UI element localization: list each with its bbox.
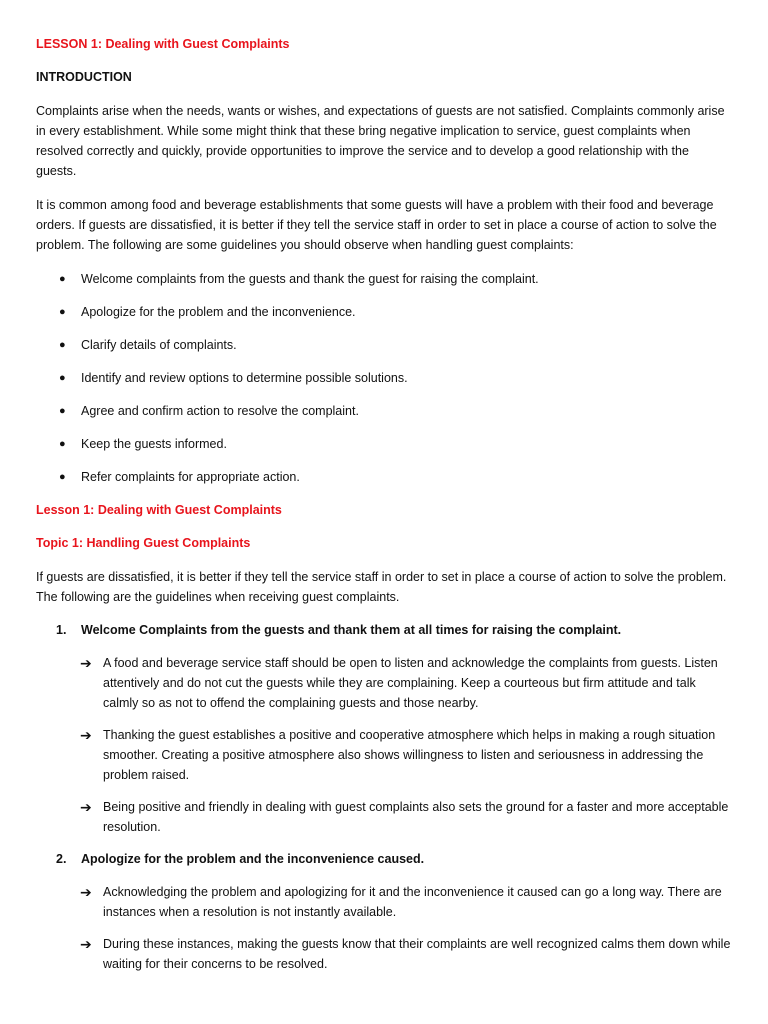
list-item: ● Agree and confirm action to resolve the complaint. xyxy=(36,401,732,421)
steps-list xyxy=(36,620,732,974)
list-item: ➔ During these instances, making the guests know that their complaints are well recognized calms them down while waiting for their concerns to be resolved. xyxy=(80,936,731,971)
lesson-heading: LESSON 1: Dealing with Guest Complaints xyxy=(36,37,290,51)
bullet-icon: ● xyxy=(59,471,66,483)
bullet-icon: ● xyxy=(59,438,66,450)
list-item: ● Clarify details of complaints. xyxy=(36,335,732,355)
bullet-icon: ● xyxy=(59,273,66,285)
topic-heading: Topic 1: Handling Guest Complaints xyxy=(36,536,251,550)
step-points xyxy=(36,653,732,837)
list-item: ➔ A food and beverage service staff should be open to listen and acknowledge the complaints from guests. Listen attentively and do not cut the guests while they are complaining. Keep a courteous but firm attitude and talk calmly so as not to offend the complaining guests and those nearby. xyxy=(80,655,718,710)
list-item: ➔ Being positive and friendly in dealing with guest complaints also sets the ground for a faster and more acceptable resolution. xyxy=(80,799,729,834)
lesson-subheading: Lesson 1: Dealing with Guest Complaints xyxy=(36,503,282,517)
arrow-right-icon: ➔ xyxy=(80,884,92,900)
arrow-right-icon: ➔ xyxy=(80,799,92,815)
guidelines-list xyxy=(36,269,732,487)
topic-paragraph: If guests are dissatisfied, it is better if they tell the service staff in order to set in place a course of action to solve the problem. The following are the guidelines when receiving guest complaints. xyxy=(36,570,727,604)
list-item: ● Apologize for the problem and the inconvenience. xyxy=(36,302,732,322)
arrow-right-icon: ➔ xyxy=(80,936,92,952)
list-item: ● Keep the guests informed. xyxy=(36,434,732,454)
step-number: 1. xyxy=(56,623,67,637)
list-item: ● Refer complaints for appropriate action. xyxy=(36,467,732,487)
list-item: ● Identify and review options to determine possible solutions. xyxy=(36,368,732,388)
list-item: ➔ Acknowledging the problem and apologizing for it and the inconvenience it caused can go a long way. There are instances when a resolution is not instantly available. xyxy=(80,884,722,919)
step-item xyxy=(36,849,732,974)
step-points xyxy=(36,882,732,974)
step-title: 1. Welcome Complaints from the guests and thank them at all times for raising the complaint. xyxy=(36,620,732,640)
arrow-right-icon: ➔ xyxy=(80,655,92,671)
bullet-icon: ● xyxy=(59,339,66,351)
list-item: ● Welcome complaints from the guests and thank the guest for raising the complaint. xyxy=(36,269,732,289)
arrow-right-icon: ➔ xyxy=(80,727,92,743)
step-number: 2. xyxy=(56,852,67,866)
intro-paragraph-2: It is common among food and beverage establishments that some guests will have a problem with their food and beverage orders. If guests are dissatisfied, it is better if they tell the service staff in order to set in place a course of action to solve the problem. The following are some guidelines you should observe when handling guest complaints: xyxy=(36,198,717,252)
intro-heading: INTRODUCTION xyxy=(36,70,132,84)
bullet-icon: ● xyxy=(59,372,66,384)
bullet-icon: ● xyxy=(59,306,66,318)
bullet-icon: ● xyxy=(59,405,66,417)
intro-paragraph-1: Complaints arise when the needs, wants or wishes, and expectations of guests are not satisfied. Complaints commonly arise in every establishment. While some might think that these bring negative implication to service, guest complaints when resolved correctly and quickly, provide opportunities to improve the service and to develop a good relationship with the guests. xyxy=(36,104,725,178)
step-title: 2. Apologize for the problem and the inconvenience caused. xyxy=(36,849,732,869)
step-item xyxy=(36,620,732,837)
list-item: ➔ Thanking the guest establishes a positive and cooperative atmosphere which helps in making a rough situation smoother. Creating a positive atmosphere also shows willingness to listen and seriousness in addressing the problem raised. xyxy=(80,727,716,782)
